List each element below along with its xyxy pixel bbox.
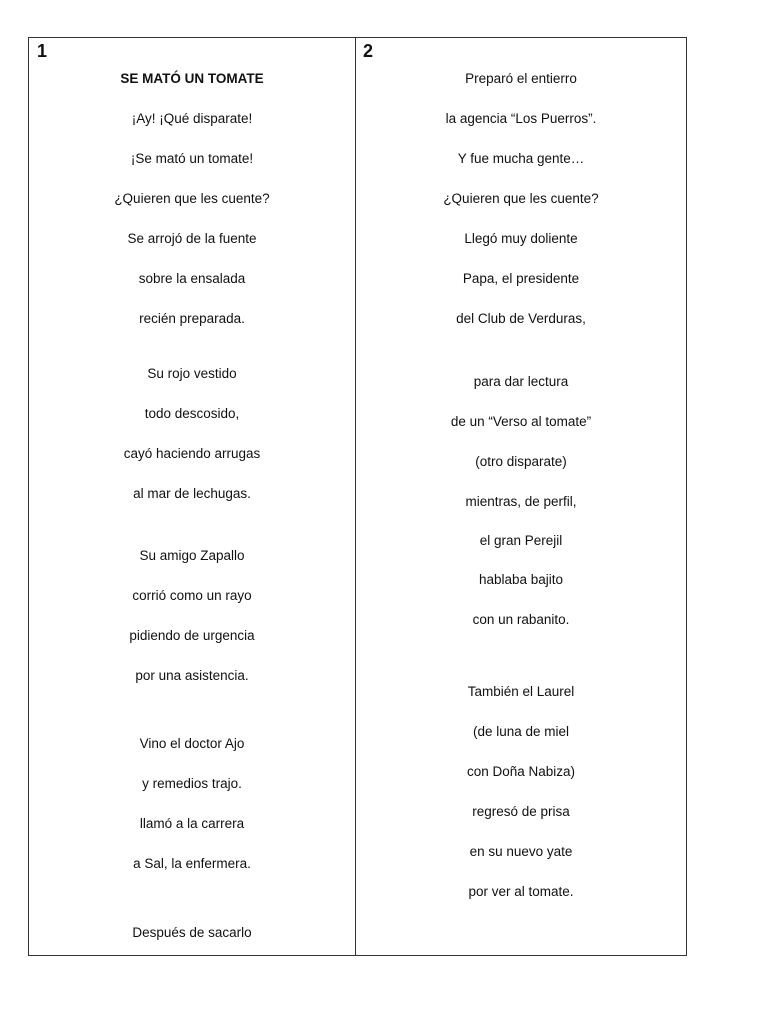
verse-line: hablaba bajito (478, 572, 564, 587)
verse-line: regresó de prisa (472, 804, 570, 819)
verse-line: de un “Verso al tomate” (450, 414, 592, 429)
verse-line: ¿Quieren que les cuente? (114, 191, 270, 206)
verse-line: recién preparada. (139, 311, 245, 326)
poem-table (28, 37, 687, 956)
verse-line: Papa, el presidente (462, 271, 580, 286)
verse-line: Se arrojó de la fuente (127, 231, 257, 246)
verse-line: por una asistencia. (135, 668, 249, 683)
verse-line: llamó a la carrera (139, 816, 245, 831)
verse-line: pidiendo de urgencia (129, 628, 255, 643)
verse-line: del Club de Verduras, (456, 311, 586, 326)
verse-line: Y fue mucha gente… (457, 151, 585, 166)
verse-line: con un rabanito. (472, 612, 570, 627)
verse-line: Vino el doctor Ajo (139, 736, 245, 751)
verse-line: (otro disparate) (475, 454, 567, 469)
verse-line: ¿Quieren que les cuente? (443, 191, 599, 206)
verse-line: y remedios trajo. (142, 776, 242, 791)
verse-line: Su amigo Zapallo (139, 548, 245, 563)
poem-column-2 (356, 38, 686, 955)
poem-title: SE MATÓ UN TOMATE (120, 71, 264, 86)
verse-line: todo descosido, (144, 406, 240, 421)
verse-line: (de luna de miel (472, 724, 570, 739)
verse-line: por ver al tomate. (468, 884, 574, 899)
verse-line: sobre la ensalada (138, 271, 246, 286)
verse-line: ¡Ay! ¡Qué disparate! (131, 111, 253, 126)
verse-line: Llegó muy doliente (464, 231, 578, 246)
column-number: 1 (37, 41, 48, 61)
verse-line: para dar lectura (473, 374, 569, 389)
verse-line: el gran Perejil (479, 533, 563, 548)
verse-line: Su rojo vestido (147, 366, 237, 381)
verse-line: También el Laurel (467, 684, 575, 699)
column-number: 2 (363, 41, 374, 61)
verse-line: cayó haciendo arrugas (123, 446, 261, 461)
verse-line: a Sal, la enfermera. (133, 856, 251, 871)
verse-line: Preparó el entierro (465, 71, 577, 86)
poem-column-1 (29, 38, 356, 955)
verse-line: ¡Se mató un tomate! (130, 151, 254, 166)
verse-line: corrió como un rayo (132, 588, 252, 603)
verse-line: Después de sacarlo (132, 925, 252, 940)
verse-line: al mar de lechugas. (133, 486, 251, 501)
verse-line: mientras, de perfil, (465, 494, 577, 509)
verse-line: en su nuevo yate (469, 844, 573, 859)
verse-line: la agencia “Los Puerros”. (445, 111, 597, 126)
verse-line: con Doña Nabiza) (466, 764, 576, 779)
